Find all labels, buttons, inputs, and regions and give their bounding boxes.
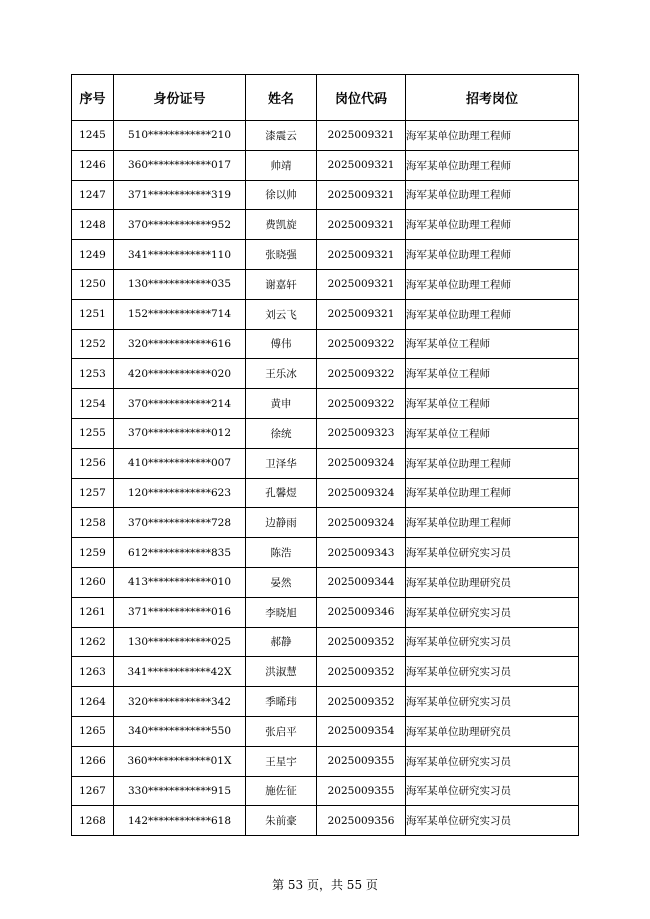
cell-name: 徐统 <box>246 418 317 448</box>
cell-seq: 1252 <box>72 329 114 359</box>
cell-post-code: 2025009321 <box>317 240 406 270</box>
cell-name: 谢嘉轩 <box>246 269 317 299</box>
cell-name: 晏然 <box>246 567 317 597</box>
cell-id-number: 340************550 <box>114 716 246 746</box>
cell-seq: 1262 <box>72 627 114 657</box>
cell-id-number: 371************016 <box>114 597 246 627</box>
cell-name: 孔馨煜 <box>246 478 317 508</box>
cell-name: 朱前豪 <box>246 806 317 836</box>
table-row <box>72 180 579 210</box>
table-row <box>72 448 579 478</box>
cell-seq: 1263 <box>72 657 114 687</box>
cell-post: 海军某单位助理工程师 <box>406 508 579 538</box>
cell-post-code: 2025009355 <box>317 746 406 776</box>
cell-id-number: 370************214 <box>114 389 246 419</box>
cell-post: 海军某单位研究实习员 <box>406 657 579 687</box>
cell-seq: 1261 <box>72 597 114 627</box>
cell-seq: 1251 <box>72 299 114 329</box>
cell-id-number: 120************623 <box>114 478 246 508</box>
cell-seq: 1265 <box>72 716 114 746</box>
cell-post-code: 2025009321 <box>317 299 406 329</box>
cell-name: 徐以帅 <box>246 180 317 210</box>
cell-name: 施佐征 <box>246 776 317 806</box>
cell-post-code: 2025009322 <box>317 359 406 389</box>
table-row <box>72 478 579 508</box>
cell-post-code: 2025009322 <box>317 329 406 359</box>
header-seq: 序号 <box>72 75 114 121</box>
cell-id-number: 142************618 <box>114 806 246 836</box>
cell-post-code: 2025009321 <box>317 210 406 240</box>
cell-post-code: 2025009352 <box>317 687 406 717</box>
table-row <box>72 299 579 329</box>
cell-seq: 1245 <box>72 121 114 151</box>
cell-id-number: 152************714 <box>114 299 246 329</box>
cell-id-number: 360************017 <box>114 150 246 180</box>
cell-id-number: 370************012 <box>114 418 246 448</box>
cell-id-number: 371************319 <box>114 180 246 210</box>
cell-name: 王星宇 <box>246 746 317 776</box>
cell-post: 海军某单位工程师 <box>406 359 579 389</box>
cell-seq: 1253 <box>72 359 114 389</box>
applicant-table <box>71 74 579 836</box>
cell-seq: 1246 <box>72 150 114 180</box>
cell-name: 张晓强 <box>246 240 317 270</box>
cell-id-number: 413************010 <box>114 567 246 597</box>
cell-id-number: 320************616 <box>114 329 246 359</box>
table-row <box>72 508 579 538</box>
cell-post: 海军某单位工程师 <box>406 418 579 448</box>
cell-name: 李晓旭 <box>246 597 317 627</box>
cell-post: 海军某单位研究实习员 <box>406 746 579 776</box>
cell-post: 海军某单位助理工程师 <box>406 121 579 151</box>
cell-seq: 1256 <box>72 448 114 478</box>
cell-id-number: 420************020 <box>114 359 246 389</box>
cell-post-code: 2025009344 <box>317 567 406 597</box>
cell-seq: 1259 <box>72 538 114 568</box>
cell-post: 海军某单位助理工程师 <box>406 299 579 329</box>
cell-post-code: 2025009321 <box>317 269 406 299</box>
cell-post-code: 2025009346 <box>317 597 406 627</box>
cell-post-code: 2025009321 <box>317 150 406 180</box>
cell-seq: 1254 <box>72 389 114 419</box>
cell-post: 海军某单位助理工程师 <box>406 478 579 508</box>
table-row <box>72 240 579 270</box>
cell-post: 海军某单位助理工程师 <box>406 269 579 299</box>
cell-seq: 1268 <box>72 806 114 836</box>
cell-seq: 1255 <box>72 418 114 448</box>
cell-name: 洪淑慧 <box>246 657 317 687</box>
cell-name: 傅伟 <box>246 329 317 359</box>
cell-seq: 1266 <box>72 746 114 776</box>
cell-id-number: 130************035 <box>114 269 246 299</box>
cell-name: 张启平 <box>246 716 317 746</box>
cell-post: 海军某单位助理工程师 <box>406 210 579 240</box>
header-name: 姓名 <box>246 75 317 121</box>
cell-seq: 1248 <box>72 210 114 240</box>
table-row <box>72 716 579 746</box>
cell-post-code: 2025009321 <box>317 180 406 210</box>
cell-name: 季晞玮 <box>246 687 317 717</box>
cell-name: 刘云飞 <box>246 299 317 329</box>
cell-id-number: 612************835 <box>114 538 246 568</box>
cell-post: 海军某单位研究实习员 <box>406 776 579 806</box>
cell-seq: 1267 <box>72 776 114 806</box>
table-row <box>72 418 579 448</box>
cell-post: 海军某单位研究实习员 <box>406 627 579 657</box>
cell-seq: 1258 <box>72 508 114 538</box>
cell-post: 海军某单位研究实习员 <box>406 687 579 717</box>
cell-name: 卫泽华 <box>246 448 317 478</box>
table-row <box>72 210 579 240</box>
cell-post-code: 2025009355 <box>317 776 406 806</box>
cell-id-number: 370************728 <box>114 508 246 538</box>
cell-name: 边静雨 <box>246 508 317 538</box>
cell-post-code: 2025009324 <box>317 448 406 478</box>
table-row <box>72 567 579 597</box>
cell-post: 海军某单位研究实习员 <box>406 806 579 836</box>
cell-name: 漆震云 <box>246 121 317 151</box>
cell-post-code: 2025009323 <box>317 418 406 448</box>
header-post: 招考岗位 <box>406 75 579 121</box>
cell-seq: 1260 <box>72 567 114 597</box>
cell-seq: 1264 <box>72 687 114 717</box>
cell-post-code: 2025009324 <box>317 508 406 538</box>
cell-post: 海军某单位助理研究员 <box>406 716 579 746</box>
cell-post: 海军某单位研究实习员 <box>406 538 579 568</box>
table-row <box>72 657 579 687</box>
cell-post: 海军某单位研究实习员 <box>406 597 579 627</box>
table-row <box>72 359 579 389</box>
table-row <box>72 687 579 717</box>
table-row <box>72 627 579 657</box>
cell-id-number: 410************007 <box>114 448 246 478</box>
table-row <box>72 776 579 806</box>
cell-post: 海军某单位助理工程师 <box>406 180 579 210</box>
cell-post: 海军某单位工程师 <box>406 329 579 359</box>
table-row <box>72 597 579 627</box>
cell-seq: 1250 <box>72 269 114 299</box>
header-id-number: 身份证号 <box>114 75 246 121</box>
cell-post-code: 2025009324 <box>317 478 406 508</box>
table-row <box>72 389 579 419</box>
table-row <box>72 538 579 568</box>
table-row <box>72 329 579 359</box>
header-post-code: 岗位代码 <box>317 75 406 121</box>
cell-id-number: 330************915 <box>114 776 246 806</box>
cell-post: 海军某单位助理研究员 <box>406 567 579 597</box>
cell-name: 黄申 <box>246 389 317 419</box>
cell-name: 帅靖 <box>246 150 317 180</box>
table-header-row <box>72 75 579 121</box>
cell-post: 海军某单位助理工程师 <box>406 150 579 180</box>
table-row <box>72 121 579 151</box>
cell-seq: 1249 <box>72 240 114 270</box>
page-number: 第 53 页，共 55 页 <box>272 878 378 892</box>
cell-post-code: 2025009352 <box>317 657 406 687</box>
cell-name: 陈浩 <box>246 538 317 568</box>
table-row <box>72 269 579 299</box>
cell-post: 海军某单位助理工程师 <box>406 240 579 270</box>
table-row <box>72 806 579 836</box>
cell-id-number: 341************42X <box>114 657 246 687</box>
cell-post-code: 2025009356 <box>317 806 406 836</box>
table-row <box>72 746 579 776</box>
cell-post-code: 2025009354 <box>317 716 406 746</box>
cell-post: 海军某单位工程师 <box>406 389 579 419</box>
cell-post-code: 2025009321 <box>317 121 406 151</box>
table-row <box>72 150 579 180</box>
cell-name: 郝静 <box>246 627 317 657</box>
cell-id-number: 341************110 <box>114 240 246 270</box>
cell-id-number: 130************025 <box>114 627 246 657</box>
cell-post-code: 2025009322 <box>317 389 406 419</box>
cell-seq: 1257 <box>72 478 114 508</box>
cell-id-number: 360************01X <box>114 746 246 776</box>
cell-post-code: 2025009352 <box>317 627 406 657</box>
cell-name: 王乐冰 <box>246 359 317 389</box>
cell-id-number: 320************342 <box>114 687 246 717</box>
cell-post: 海军某单位助理工程师 <box>406 448 579 478</box>
table-body <box>72 121 579 836</box>
cell-id-number: 510************210 <box>114 121 246 151</box>
cell-seq: 1247 <box>72 180 114 210</box>
cell-post-code: 2025009343 <box>317 538 406 568</box>
cell-id-number: 370************952 <box>114 210 246 240</box>
cell-name: 费凯旋 <box>246 210 317 240</box>
